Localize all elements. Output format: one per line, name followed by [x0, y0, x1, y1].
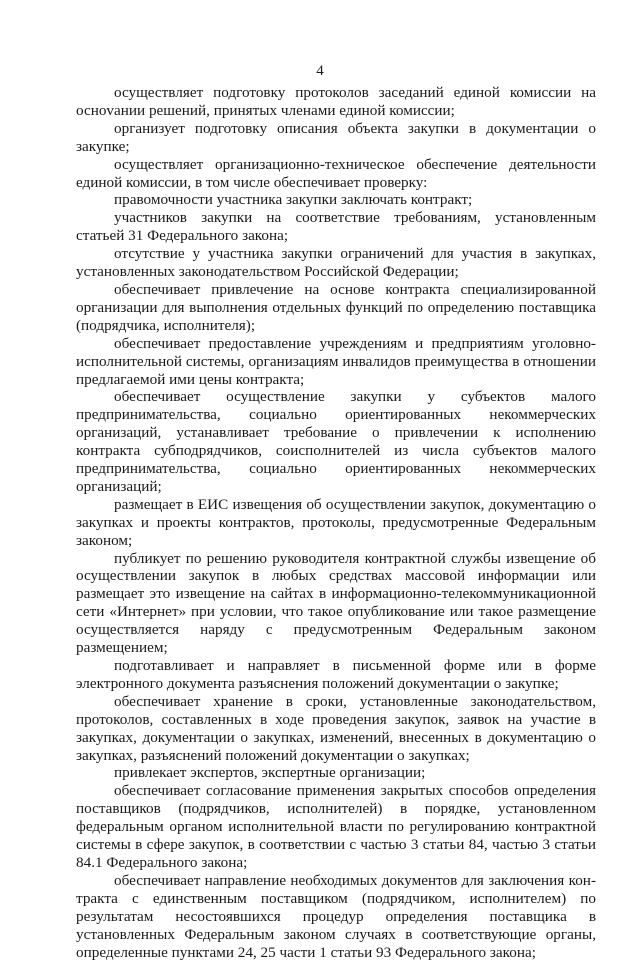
- paragraph: обеспечивает хранение в сроки, установленные законодательством, протоколов, составленных в ходе проведения закупок, заявок на участие в закупках, документации о закупках, изменений, внесенных в документацию о закупках, разъяснений положений документации о закупках;: [76, 692, 596, 764]
- paragraph: публикует по решению руководителя контрактной службы извещение об осуществлении закупок в любых средствах массовой информации или размещает это извещение на сайтах в информационно-телекоммуникационной сети «Интернет» при условии, что такое опубликование или такое размещение осуществляется наряду с предусмотренным Федеральным законом размещением;: [76, 549, 596, 657]
- paragraph: осуществляет организационно-техническое обеспечение деятельности единой комиссии, в том числе обеспечивает проверку:: [76, 155, 596, 191]
- paragraph: осуществляет подготовку протоколов заседаний единой комиссии на осноvании решений, принятых членами единой комиссии;: [76, 84, 596, 119]
- paragraph: правомочности участника закупки заключать контракт;: [114, 191, 473, 209]
- paragraph: обеспечивает привлечение на основе контракта специализированной организации для выполнения отдельных функций по определению поставщика (подрядчика, исполнителя);: [76, 280, 596, 334]
- paragraph: размещает в ЕИС извещения об осуществлении закупок, документацию о закупках и проекты контрактов, протоколы, предусмотренные Федеральным законом;: [76, 495, 596, 549]
- paragraph: обеспечивает предоставление учреждениям и предприятиям уголовно-исполнительной системы, организациям инвалидов преимущества в отношении предлагаемой ими цены контракта;: [76, 334, 596, 388]
- document-body: [76, 84, 596, 961]
- paragraph: отсутствие у участника закупки ограничений для участия в закупках, установленных законодательством Российской Федерации;: [76, 245, 596, 281]
- paragraph: привлекает экспертов, экспертные организации;: [114, 764, 426, 782]
- paragraph: обеспечивает направление необходимых документов для заключения контракта с единственным поставщиком (подрядчиком, исполнителем) по результатам несостоявшихся процедур определения поставщика в установленных Федеральным законом случаях в соответствующие органы, определенные пунктами 24, 25 части 1 статьи 93 Федерального закона;: [76, 871, 596, 961]
- page-number: 4: [316, 63, 324, 79]
- paragraph: обеспечивает согласование применения закрытых способов определения поставщиков (подрядчиков, исполнителей) в порядке, установленном федеральным органом исполнительной власти по регулированию контрактной системы в сфере закупок, в соответствии с частью 3 статьи 84, частью 3 статьи 84.1 Федерального закона;: [76, 782, 596, 871]
- paragraph: организует подготовку описания объекта закупки в документации о закупке;: [76, 119, 596, 155]
- paragraph: подготавливает и направляет в письменной форме или в форме электронного документа разъяснения положений документации о закупке;: [76, 657, 596, 692]
- paragraph: участников закупки на соответствие требованиям, установленным статьей 31 Федерального закона;: [76, 209, 596, 245]
- paragraph: обеспечивает осуществление закупки у субъектов малого предпринимательства, социально ориентированных некоммерческих организаций, устанавливает требование о привлечении к исполнению контракта субподрядчиков, соисполнителей из числа субъектов малого предпринимательства, социально ориентированных некоммерческих организаций;: [76, 388, 596, 495]
